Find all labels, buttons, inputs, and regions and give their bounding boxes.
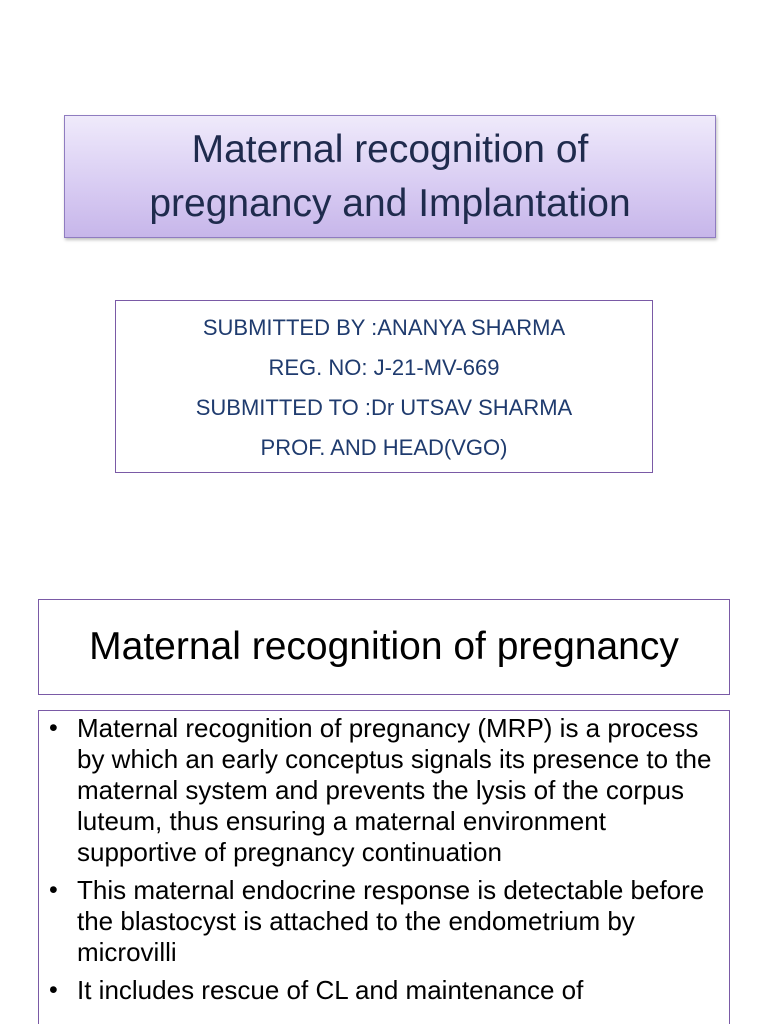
bullet-icon: • [49, 714, 58, 742]
title-box [64, 115, 716, 238]
bullet-icon: • [49, 876, 58, 904]
list-item [47, 875, 719, 968]
bullet-text: It includes rescue of CL and maintenance of [77, 975, 584, 1005]
submission-info-box [115, 300, 653, 473]
list-item [47, 713, 719, 868]
bullet-icon: • [49, 976, 58, 1004]
submitted-by-line: SUBMITTED BY :ANANYA SHARMA [202, 314, 566, 340]
bullet-text: This maternal endocrine response is detectable before the blastocyst is attached to the endometrium by microvilli [77, 875, 705, 967]
bullet-list [47, 713, 719, 1006]
list-item [47, 975, 719, 1006]
registration-number-line: REG. NO: J-21-MV-669 [268, 354, 500, 380]
content-box [38, 710, 730, 1024]
title-line-1: Maternal recognition of [191, 127, 589, 171]
designation-line: PROF. AND HEAD(VGO) [260, 434, 508, 460]
section-heading: Maternal recognition of pregnancy [89, 625, 679, 668]
submitted-to-line: SUBMITTED TO :Dr UTSAV SHARMA [195, 394, 573, 420]
bullet-text: Maternal recognition of pregnancy (MRP) is a process by which an early conceptus signals its presence to the maternal system and prevents the lysis of the corpus luteum, thus ensuring a maternal environment supportive of pregnancy continuation [77, 713, 712, 867]
section-heading-box [38, 599, 730, 695]
title-line-2: pregnancy and Implantation [149, 181, 631, 225]
